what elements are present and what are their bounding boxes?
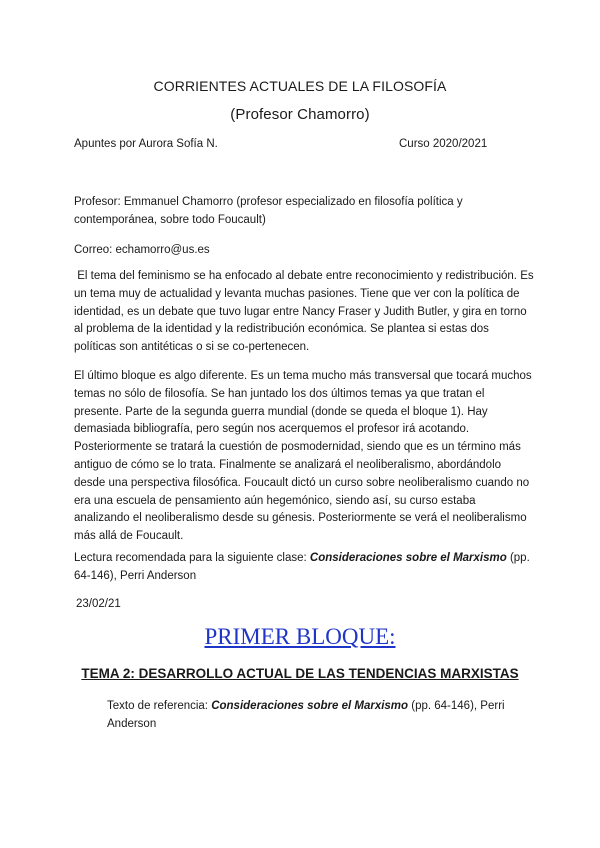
professor-info: Profesor: Emmanuel Chamorro (profesor especializado en filosofía política y contemporánea, sobre todo Foucault): [74, 196, 463, 226]
course-year: Curso 2020/2021: [399, 138, 488, 150]
recommended-reading: [74, 550, 534, 586]
professor-email: Correo: echamorro@us.es: [74, 244, 210, 256]
reference-book-title: Consideraciones sobre el Marxismo: [211, 700, 409, 712]
reference-prefix: Texto de referencia:: [107, 700, 212, 712]
theme-title: TEMA 2: DESARROLLO ACTUAL DE LAS TENDENCIAS MARXISTAS: [81, 666, 519, 681]
reference-suffix: (pp. 64-146), Perri Anderson: [107, 700, 505, 730]
notes-author: Apuntes por Aurora Sofía N.: [74, 138, 218, 150]
document-title: CORRIENTES ACTUALES DE LA FILOSOFÍA: [153, 78, 447, 94]
reading-suffix: (pp. 64-146), Perri Anderson: [74, 552, 530, 582]
class-date: 23/02/21: [76, 598, 121, 610]
document-subtitle: (Profesor Chamorro): [230, 106, 370, 123]
block-title: PRIMER BLOQUE:: [204, 624, 396, 649]
document-meta: [74, 138, 494, 150]
reference-text: [107, 697, 507, 733]
reading-prefix: Lectura recomendada para la siguiente clase:: [74, 552, 310, 564]
paragraph-feminism: El tema del feminismo se ha enfocado al debate entre reconocimiento y redistribución. Es un tema muy de actualidad y levanta muchas pasiones. Tiene que ver con la política de identidad, es un debate que tuvo lugar entre Nancy Fraser y Judith Butler, y gira en torno al problema de la identidad y la redistribución económica. Se plantea si estas dos políticas son antitéticas o si se co-pertenecen.: [74, 270, 537, 354]
reading-book-title: Consideraciones sobre el Marxismo: [309, 552, 507, 564]
paragraph-last-block: El último bloque es algo diferente. Es un tema mucho más transversal que tocará muchos temas no sólo de filosofía. Se han juntado los dos últimos temas ya que tratan el presente. Parte de la segunda guerra mundial (donde se queda el bloque 1). Hay demasiada bibliografía, pero según nos acerquemos el profesor irá acotando. Posteriormente se tratará la cuestión de posmodernidad, siendo que es un término más antiguo de cómo se lo trata. Finalmente se analizará el neoliberalismo, abordándolo desde una perspectiva filosófica. Foucault dictó un curso sobre neoliberalismo cuando no era una escuela de pensamiento aún hegemónico, siendo así, su curso estaba analizando el neoliberalismo desde su génesis. Posteriormente se verá el neoliberalismo más allá de Foucault.: [74, 370, 532, 543]
